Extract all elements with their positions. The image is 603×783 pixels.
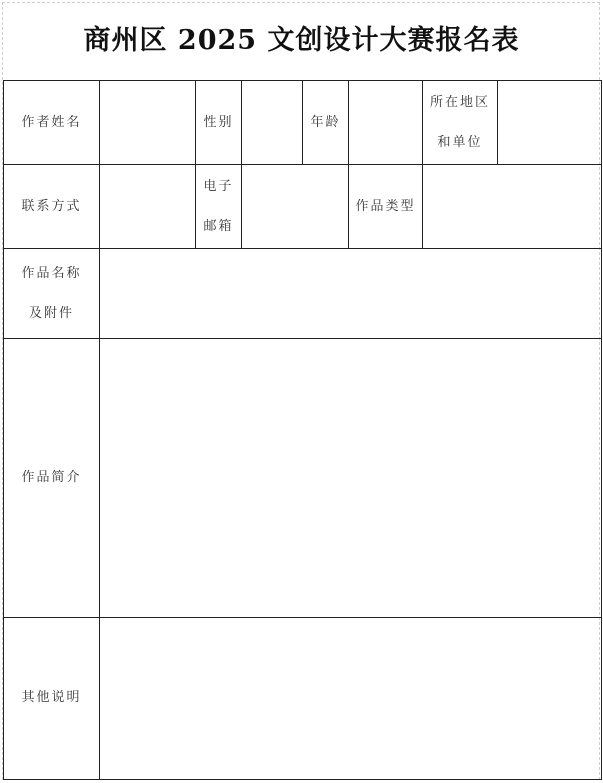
region-unit-label [423, 81, 498, 165]
contact-label: 联系方式 [4, 165, 100, 249]
work-intro-field[interactable] [100, 339, 602, 617]
other-notes-label: 其他说明 [4, 617, 100, 779]
row-contact [4, 165, 602, 249]
work-type-label: 作品类型 [349, 165, 423, 249]
gender-label: 性别 [196, 81, 242, 165]
row-work-name [4, 249, 602, 339]
email-label-line1: 电子 [203, 178, 234, 194]
region-unit-label-line2: 和单位 [437, 134, 483, 150]
form-title: 商州区 2025 文创设计大赛报名表 [83, 25, 520, 56]
row-author-info [4, 81, 602, 165]
row-other-notes [4, 617, 602, 779]
email-label [196, 165, 242, 249]
email-label-line2: 邮箱 [203, 218, 234, 234]
author-name-field[interactable] [100, 81, 196, 165]
region-unit-field[interactable] [498, 81, 602, 165]
gender-field[interactable] [242, 81, 303, 165]
work-name-label [4, 249, 100, 339]
age-field[interactable] [349, 81, 423, 165]
registration-form-table [3, 80, 602, 780]
age-label: 年龄 [303, 81, 349, 165]
other-notes-field[interactable] [100, 617, 602, 779]
work-name-label-line2: 及附件 [28, 305, 74, 321]
row-work-intro [4, 339, 602, 617]
contact-field[interactable] [100, 165, 196, 249]
work-name-label-line1: 作品名称 [21, 265, 82, 281]
email-field[interactable] [242, 165, 349, 249]
work-intro-label: 作品简介 [4, 339, 100, 617]
work-name-field[interactable] [100, 249, 602, 339]
region-unit-label-line1: 所在地区 [429, 94, 490, 110]
author-name-label: 作者姓名 [4, 81, 100, 165]
work-type-field[interactable] [423, 165, 602, 249]
